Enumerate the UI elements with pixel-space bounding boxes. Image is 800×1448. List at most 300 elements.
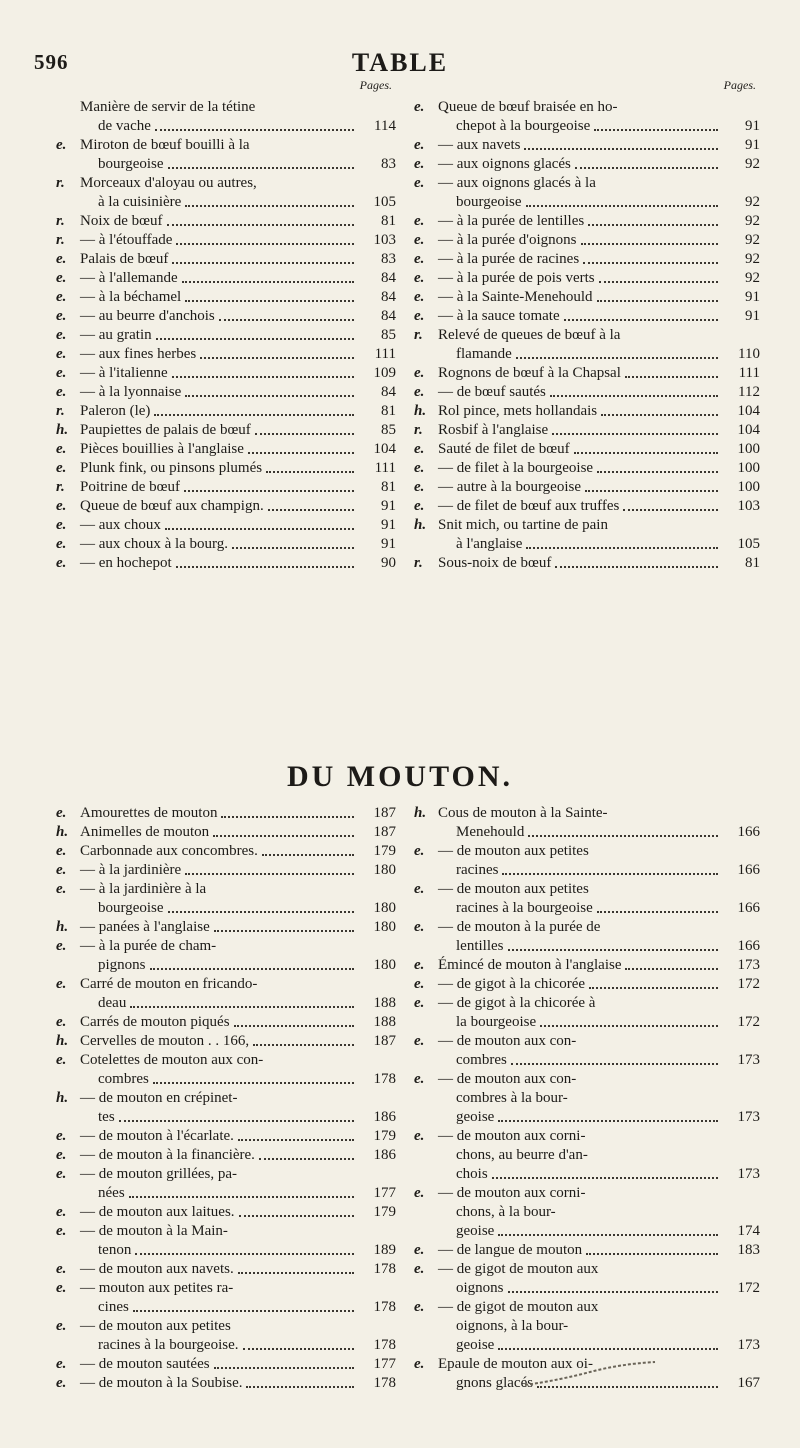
index-entry xyxy=(56,1355,396,1374)
entry-page-number: 90 xyxy=(381,555,396,571)
entry-page-number: 110 xyxy=(738,346,760,362)
dot-leader xyxy=(255,433,354,435)
entry-page-number: 85 xyxy=(381,327,396,343)
entry-text: — aux fines herbes xyxy=(80,346,197,362)
entry-page-number: 188 xyxy=(373,995,396,1011)
entry-category-mark: e. xyxy=(56,976,67,992)
entry-text: Sauté de filet de bœuf xyxy=(438,441,570,457)
index-entry xyxy=(414,975,760,994)
index-entry xyxy=(56,1165,396,1203)
entry-category-mark: e. xyxy=(414,1356,425,1372)
entry-text: Queue de bœuf braisée en ho- xyxy=(438,99,618,115)
entry-page-number: 105 xyxy=(373,194,396,210)
index-entry xyxy=(56,478,396,497)
entry-category-mark: h. xyxy=(56,422,69,438)
dot-leader xyxy=(588,224,718,226)
index-entry xyxy=(56,1089,396,1127)
dot-leader xyxy=(232,547,354,549)
entry-text: bourgeoise xyxy=(456,194,522,210)
entry-category-mark: h. xyxy=(56,824,69,840)
entry-text: — de mouton à la Main- xyxy=(80,1223,228,1239)
beef-left-column xyxy=(56,78,396,573)
entry-category-mark: e. xyxy=(56,441,67,457)
entry-page-number: 178 xyxy=(373,1261,396,1277)
dot-leader xyxy=(184,490,354,492)
index-entry xyxy=(414,288,760,307)
beef-left-list xyxy=(56,98,396,573)
entry-page-number: 83 xyxy=(381,251,396,267)
dot-leader xyxy=(266,471,354,473)
dot-leader xyxy=(154,414,354,416)
entry-text: deau xyxy=(98,995,127,1011)
entry-page-number: 178 xyxy=(373,1071,396,1087)
entry-text: racines à la bourgeoise xyxy=(456,900,593,916)
dot-leader xyxy=(526,205,718,207)
dot-leader xyxy=(172,376,354,378)
entry-text: chons, au beurre d'an- xyxy=(456,1147,588,1163)
index-entry xyxy=(56,1013,396,1032)
entry-text: Amourettes de mouton xyxy=(80,805,218,821)
index-entry xyxy=(56,880,396,918)
entry-category-mark: e. xyxy=(414,175,425,191)
entry-page-number: 81 xyxy=(381,479,396,495)
dot-leader xyxy=(589,987,718,989)
dot-leader xyxy=(238,1272,354,1274)
entry-category-mark: e. xyxy=(56,460,67,476)
dot-leader xyxy=(200,357,354,359)
index-entry xyxy=(414,554,760,573)
index-entry xyxy=(414,497,760,516)
index-entry xyxy=(414,1241,760,1260)
entry-text: oignons xyxy=(456,1280,504,1296)
entry-page-number: 109 xyxy=(373,365,396,381)
dot-leader xyxy=(581,243,718,245)
index-entry xyxy=(414,402,760,421)
entry-page-number: 81 xyxy=(745,555,760,571)
beef-right-column xyxy=(414,78,760,573)
entry-page-number: 111 xyxy=(374,346,396,362)
entry-page-number: 180 xyxy=(373,957,396,973)
entry-category-mark: e. xyxy=(56,289,67,305)
entry-page-number: 187 xyxy=(373,1033,396,1049)
entry-page-number: 188 xyxy=(373,1014,396,1030)
index-entry xyxy=(414,440,760,459)
entry-text: — de mouton aux petites xyxy=(438,881,589,897)
entry-category-mark: e. xyxy=(414,1128,425,1144)
index-entry xyxy=(56,136,396,174)
entry-text: Manière de servir de la tétine xyxy=(80,99,256,115)
dot-leader xyxy=(552,433,718,435)
entry-text: combres à la bour- xyxy=(456,1090,568,1106)
index-entry xyxy=(414,383,760,402)
entry-text: — de mouton sautées xyxy=(80,1356,210,1372)
entry-category-mark: r. xyxy=(414,555,423,571)
entry-text: racines à la bourgeoise. xyxy=(98,1337,239,1353)
index-entry xyxy=(414,269,760,288)
entry-text: chepot à la bourgeoise xyxy=(456,118,591,134)
entry-page-number: 180 xyxy=(373,919,396,935)
entry-category-mark: r. xyxy=(56,213,65,229)
entry-text: gnons glacés xyxy=(456,1375,534,1391)
entry-page-number: 84 xyxy=(381,270,396,286)
dot-leader xyxy=(508,949,719,951)
entry-text: — en hochepot xyxy=(80,555,172,571)
entry-page-number: 103 xyxy=(373,232,396,248)
index-entry xyxy=(56,804,396,823)
entry-text: Relevé de queues de bœuf à la xyxy=(438,327,621,343)
entry-text: — à la purée de pois verts xyxy=(438,270,595,286)
entry-text: à l'anglaise xyxy=(456,536,523,552)
index-entry xyxy=(56,861,396,880)
entry-text: Palais de bœuf xyxy=(80,251,169,267)
entry-text: — à l'étouffade xyxy=(80,232,173,248)
entry-category-mark: r. xyxy=(56,175,65,191)
entry-category-mark: e. xyxy=(56,1204,67,1220)
entry-text: flamande xyxy=(456,346,512,362)
index-entry xyxy=(56,212,396,231)
entry-category-mark: e. xyxy=(56,862,67,878)
entry-page-number: 174 xyxy=(737,1223,760,1239)
entry-page-number: 179 xyxy=(373,843,396,859)
entry-page-number: 173 xyxy=(737,1337,760,1353)
entry-page-number: 81 xyxy=(381,213,396,229)
entry-page-number: 92 xyxy=(745,213,760,229)
entry-page-number: 172 xyxy=(737,1280,760,1296)
dot-leader xyxy=(214,1367,354,1369)
index-entry xyxy=(414,516,760,554)
index-entry xyxy=(56,497,396,516)
entry-category-mark: e. xyxy=(414,995,425,1011)
entry-category-mark: r. xyxy=(414,327,423,343)
entry-page-number: 180 xyxy=(373,900,396,916)
dot-leader xyxy=(176,243,354,245)
entry-page-number: 92 xyxy=(745,270,760,286)
entry-text: — de mouton à la purée de xyxy=(438,919,601,935)
index-entry xyxy=(414,459,760,478)
index-entry xyxy=(56,1260,396,1279)
entry-category-mark: e. xyxy=(56,1166,67,1182)
dot-leader xyxy=(213,835,354,837)
dot-leader xyxy=(234,1025,354,1027)
entry-page-number: 173 xyxy=(737,1052,760,1068)
dot-leader xyxy=(498,1234,718,1236)
entry-page-number: 84 xyxy=(381,384,396,400)
dot-leader xyxy=(599,281,718,283)
entry-text: Émincé de mouton à l'anglaise xyxy=(438,957,622,973)
entry-category-mark: e. xyxy=(414,137,425,153)
entry-page-number: 179 xyxy=(373,1128,396,1144)
index-entry xyxy=(56,535,396,554)
entry-text: — de mouton aux petites xyxy=(80,1318,231,1334)
entry-category-mark: e. xyxy=(56,805,67,821)
entry-page-number: 104 xyxy=(373,441,396,457)
entry-page-number: 91 xyxy=(745,137,760,153)
entry-text: Paleron (le) xyxy=(80,403,151,419)
dot-leader xyxy=(214,930,354,932)
entry-text: — de filet de bœuf aux truffes xyxy=(438,498,620,514)
entry-text: Carrés de mouton piqués xyxy=(80,1014,230,1030)
index-entry xyxy=(56,402,396,421)
entry-text: — de gigot à la chicorée xyxy=(438,976,586,992)
index-entry xyxy=(414,1070,760,1127)
entry-text: — à la purée de racines xyxy=(438,251,580,267)
entry-category-mark: e. xyxy=(414,365,425,381)
entry-page-number: 105 xyxy=(737,536,760,552)
entry-text: — de bœuf sautés xyxy=(438,384,546,400)
entry-text: Menehould xyxy=(456,824,525,840)
index-entry xyxy=(56,842,396,861)
entry-page-number: 186 xyxy=(373,1109,396,1125)
index-entry xyxy=(56,975,396,1013)
index-entry xyxy=(56,383,396,402)
dot-leader xyxy=(168,911,354,913)
dot-leader xyxy=(625,968,718,970)
dot-leader xyxy=(243,1348,354,1350)
entry-text: — de mouton aux petites xyxy=(438,843,589,859)
dot-leader xyxy=(524,148,718,150)
entry-text: pignons xyxy=(98,957,146,973)
entry-category-mark: e. xyxy=(56,1147,67,1163)
index-entry xyxy=(56,269,396,288)
entry-category-mark: e. xyxy=(56,1318,67,1334)
entry-category-mark: e. xyxy=(56,1223,67,1239)
entry-page-number: 173 xyxy=(737,1166,760,1182)
entry-text: de vache xyxy=(98,118,151,134)
entry-text: — à la lyonnaise xyxy=(80,384,182,400)
entry-text: combres xyxy=(456,1052,507,1068)
dot-leader xyxy=(253,1044,354,1046)
entry-text: — à la purée de lentilles xyxy=(438,213,585,229)
dot-leader xyxy=(586,1253,718,1255)
entry-category-mark: e. xyxy=(56,555,67,571)
entry-text: — aux oignons glacés xyxy=(438,156,571,172)
entry-text: — au gratin xyxy=(80,327,152,343)
entry-page-number: 166 xyxy=(737,824,760,840)
entry-page-number: 166 xyxy=(737,900,760,916)
entry-text: — panées à l'anglaise xyxy=(80,919,210,935)
entry-category-mark: e. xyxy=(414,156,425,172)
entry-page-number: 92 xyxy=(745,194,760,210)
index-entry xyxy=(56,1127,396,1146)
entry-text: — de mouton en crépinet- xyxy=(80,1090,238,1106)
entry-category-mark: e. xyxy=(414,976,425,992)
entry-page-number: 167 xyxy=(737,1375,760,1391)
dot-leader xyxy=(259,1158,354,1160)
dot-leader xyxy=(176,566,354,568)
entry-category-mark: e. xyxy=(56,536,67,552)
entry-page-number: 183 xyxy=(737,1242,760,1258)
entry-page-number: 177 xyxy=(373,1185,396,1201)
entry-category-mark: e. xyxy=(414,1033,425,1049)
entry-page-number: 179 xyxy=(373,1204,396,1220)
entry-text: Rol pince, mets hollandais xyxy=(438,403,598,419)
dot-leader xyxy=(239,1215,354,1217)
entry-page-number: 103 xyxy=(737,498,760,514)
entry-page-number: 111 xyxy=(374,460,396,476)
entry-page-number: 92 xyxy=(745,251,760,267)
entry-text: — à la jardinière xyxy=(80,862,182,878)
index-entry xyxy=(414,231,760,250)
dot-leader xyxy=(135,1253,354,1255)
index-entry xyxy=(414,956,760,975)
entry-page-number: 91 xyxy=(381,498,396,514)
dot-leader xyxy=(498,1348,718,1350)
entry-text: — de mouton grillées, pa- xyxy=(80,1166,238,1182)
entry-text: cines xyxy=(98,1299,129,1315)
entry-page-number: 85 xyxy=(381,422,396,438)
entry-text: Pièces bouillies à l'anglaise xyxy=(80,441,244,457)
index-entry xyxy=(56,231,396,250)
index-entry xyxy=(414,1032,760,1070)
entry-text: — aux navets xyxy=(438,137,521,153)
entry-category-mark: e. xyxy=(414,498,425,514)
dot-leader xyxy=(594,129,718,131)
entry-text: — de mouton aux laitues. xyxy=(80,1204,235,1220)
dot-leader xyxy=(165,528,354,530)
dot-leader xyxy=(221,816,354,818)
index-entry xyxy=(414,1260,760,1298)
index-entry xyxy=(414,155,760,174)
entry-category-mark: e. xyxy=(56,365,67,381)
entry-text: — aux choux à la bourg. xyxy=(80,536,229,552)
dot-leader xyxy=(498,1120,718,1122)
entry-category-mark: r. xyxy=(414,422,423,438)
entry-text: chons, à la bour- xyxy=(456,1204,556,1220)
entry-category-mark: e. xyxy=(56,938,67,954)
entry-category-mark: h. xyxy=(56,1090,69,1106)
entry-page-number: 172 xyxy=(737,976,760,992)
entry-category-mark: e. xyxy=(56,384,67,400)
entry-text: — de gigot de mouton aux xyxy=(438,1261,599,1277)
entry-page-number: 187 xyxy=(373,824,396,840)
entry-page-number: 172 xyxy=(737,1014,760,1030)
index-entry xyxy=(56,98,396,136)
entry-text: Queue de bœuf aux champign. xyxy=(80,498,264,514)
entry-category-mark: e. xyxy=(56,517,67,533)
entry-page-number: 91 xyxy=(745,289,760,305)
dot-leader xyxy=(597,300,718,302)
entry-text: Animelles de mouton xyxy=(80,824,210,840)
pages-column-label: Pages. xyxy=(359,78,392,92)
entry-category-mark: e. xyxy=(56,1128,67,1144)
entry-text: — de langue de mouton xyxy=(438,1242,583,1258)
index-entry xyxy=(56,554,396,573)
index-entry xyxy=(56,1279,396,1317)
entry-category-mark: e. xyxy=(56,270,67,286)
dot-leader xyxy=(601,414,718,416)
dot-leader xyxy=(130,1006,354,1008)
index-entry xyxy=(414,880,760,918)
index-entry xyxy=(56,326,396,345)
entry-category-mark: e. xyxy=(56,881,67,897)
entry-text: — de gigot de mouton aux xyxy=(438,1299,599,1315)
index-entry xyxy=(414,421,760,440)
entry-page-number: 111 xyxy=(738,365,760,381)
index-entry xyxy=(414,842,760,880)
entry-text: Cous de mouton à la Sainte- xyxy=(438,805,608,821)
index-entry xyxy=(56,1203,396,1222)
dot-leader xyxy=(185,205,354,207)
index-entry xyxy=(56,1222,396,1260)
entry-text: Rognons de bœuf à la Chapsal xyxy=(438,365,621,381)
entry-category-mark: h. xyxy=(414,805,427,821)
dot-leader xyxy=(575,167,718,169)
dot-leader xyxy=(508,1291,718,1293)
entry-category-mark: e. xyxy=(414,384,425,400)
entry-text: — à l'italienne xyxy=(80,365,168,381)
index-entry xyxy=(56,250,396,269)
entry-page-number: 91 xyxy=(381,536,396,552)
entry-category-mark: h. xyxy=(414,403,427,419)
entry-category-mark: h. xyxy=(56,1033,69,1049)
dot-leader xyxy=(511,1063,718,1065)
entry-page-number: 92 xyxy=(745,156,760,172)
dot-leader xyxy=(238,1139,354,1141)
index-entry xyxy=(414,250,760,269)
entry-text: — autre à la bourgeoise xyxy=(438,479,582,495)
entry-page-number: 189 xyxy=(373,1242,396,1258)
dot-leader xyxy=(268,509,354,511)
dot-leader xyxy=(516,357,718,359)
dot-leader xyxy=(246,1386,354,1388)
entry-category-mark: e. xyxy=(56,1014,67,1030)
entry-text: — de mouton aux corni- xyxy=(438,1185,586,1201)
index-entry xyxy=(414,994,760,1032)
entry-page-number: 187 xyxy=(373,805,396,821)
dot-leader xyxy=(583,262,718,264)
entry-text: — de mouton à la Soubise. xyxy=(80,1375,243,1391)
dot-leader xyxy=(168,167,354,169)
entry-text: — de mouton aux con- xyxy=(438,1033,577,1049)
pages-column-label: Pages. xyxy=(723,78,756,92)
index-entry xyxy=(414,918,760,956)
entry-text: — à la jardinière à la xyxy=(80,881,207,897)
entry-page-number: 91 xyxy=(745,118,760,134)
index-entry xyxy=(56,421,396,440)
index-entry xyxy=(56,440,396,459)
index-entry xyxy=(414,174,760,212)
index-entry xyxy=(56,1032,396,1051)
index-entry xyxy=(414,326,760,364)
entry-text: Snit mich, ou tartine de pain xyxy=(438,517,608,533)
dot-leader xyxy=(185,300,354,302)
index-entry xyxy=(414,136,760,155)
entry-text: geoise xyxy=(456,1223,495,1239)
mutton-left-column xyxy=(56,804,396,1393)
mutton-left-list xyxy=(56,804,396,1393)
entry-category-mark: e. xyxy=(414,843,425,859)
entry-category-mark: e. xyxy=(414,441,425,457)
dot-leader xyxy=(155,129,354,131)
entry-text: — à la purée de cham- xyxy=(80,938,217,954)
dot-leader xyxy=(219,319,354,321)
entry-category-mark: e. xyxy=(56,1261,67,1277)
entry-text: — de mouton à la financière. xyxy=(80,1147,255,1163)
entry-text: — de mouton aux con- xyxy=(438,1071,577,1087)
entry-page-number: 186 xyxy=(373,1147,396,1163)
entry-page-number: 84 xyxy=(381,289,396,305)
entry-category-mark: e. xyxy=(414,99,425,115)
dot-leader xyxy=(492,1177,718,1179)
entry-category-mark: h. xyxy=(56,919,69,935)
entry-category-mark: e. xyxy=(414,460,425,476)
entry-category-mark: e. xyxy=(56,843,67,859)
entry-text: Miroton de bœuf bouilli à la xyxy=(80,137,250,153)
entry-text: Plunk fink, ou pinsons plumés xyxy=(80,460,263,476)
entry-category-mark: e. xyxy=(414,232,425,248)
dot-leader xyxy=(248,452,354,454)
dot-leader xyxy=(597,911,718,913)
